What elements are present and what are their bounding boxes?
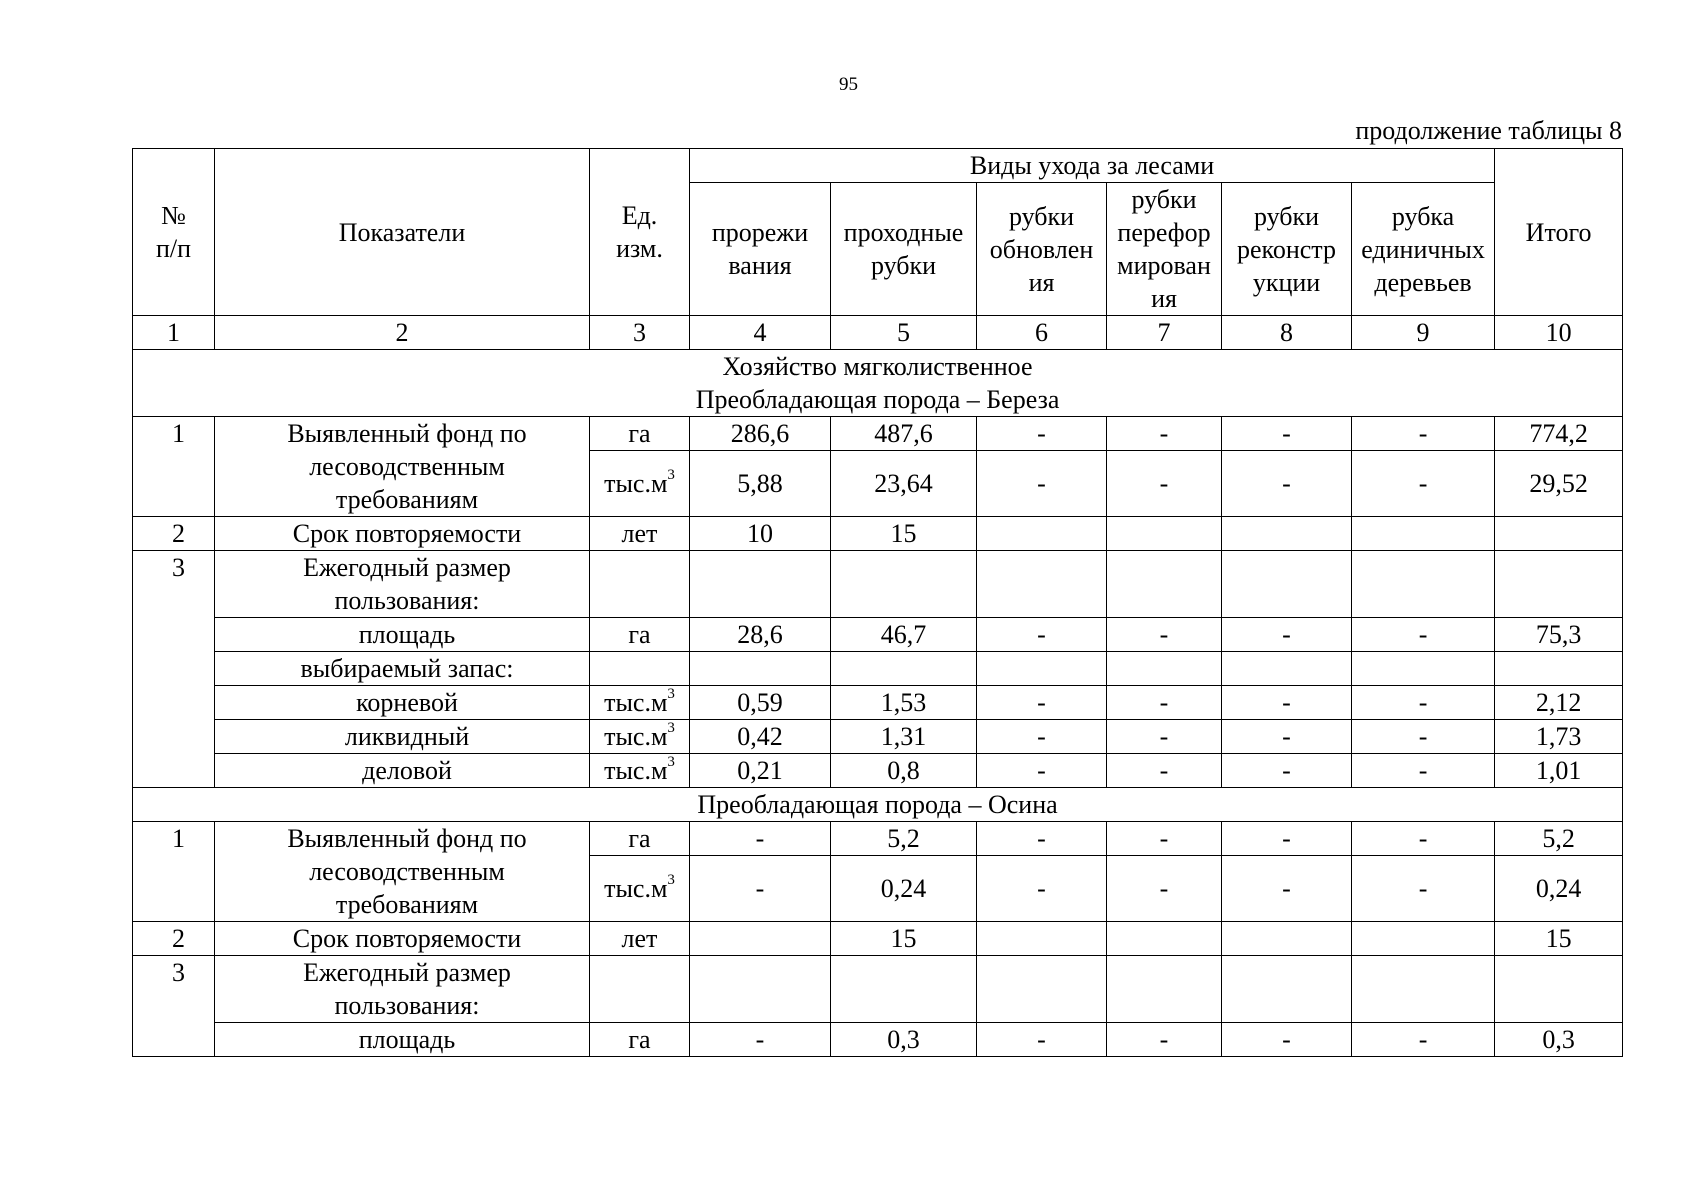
value-cell (690, 551, 831, 618)
total-cell: 75,3 (1495, 618, 1623, 652)
value-cell (1352, 922, 1495, 956)
row-label-fund (215, 417, 590, 517)
value-cell: 15 (831, 517, 977, 551)
value-cell (1352, 956, 1495, 1023)
unit-cell (590, 652, 690, 686)
row-label-line: требованиям (335, 890, 479, 919)
value-cell (1352, 517, 1495, 551)
unit-superscript: 3 (667, 872, 675, 889)
total-cell: 1,73 (1495, 720, 1623, 754)
unit-cell: лет (590, 517, 690, 551)
value-cell: - (977, 720, 1107, 754)
row-label-annual (215, 551, 590, 618)
total-cell: 0,24 (1495, 856, 1623, 922)
value-cell: - (1352, 822, 1495, 856)
value-cell: - (1222, 856, 1352, 922)
header-col-passing-line-2: рубки (870, 251, 937, 280)
header-col-passing-line-1: проходные (843, 218, 964, 247)
value-cell (977, 517, 1107, 551)
unit-cell: лет (590, 922, 690, 956)
header-col-reconstruction-line-1: рубки (1253, 201, 1320, 231)
index-cell: 1 (133, 316, 215, 350)
total-cell (1495, 517, 1623, 551)
value-cell: - (1222, 618, 1352, 652)
row-label-line: Ежегодный размер (303, 958, 511, 987)
unit-cell (590, 451, 690, 517)
value-cell (977, 551, 1107, 618)
header-col-reforming-line-4: ия (1151, 284, 1177, 313)
value-cell: - (977, 451, 1107, 517)
index-cell: 6 (977, 316, 1107, 350)
row-number: 3 (133, 551, 215, 788)
row-label-area: площадь (215, 1023, 590, 1057)
unit-text: тыс.м (604, 756, 668, 785)
table-row (133, 1023, 1623, 1057)
table-row (133, 517, 1623, 551)
value-cell: - (1222, 720, 1352, 754)
value-cell (831, 551, 977, 618)
value-cell: 487,6 (831, 417, 977, 451)
header-num-line-2: п/п (155, 234, 192, 263)
unit-cell (590, 686, 690, 720)
value-cell: 15 (831, 922, 977, 956)
row-number: 2 (133, 922, 215, 956)
row-label-annual (215, 956, 590, 1023)
table-row (133, 922, 1623, 956)
unit-cell: га (590, 618, 690, 652)
value-cell: 5,88 (690, 451, 831, 517)
index-cell: 9 (1352, 316, 1495, 350)
value-cell (831, 956, 977, 1023)
index-cell: 4 (690, 316, 831, 350)
value-cell: - (1107, 856, 1222, 922)
column-index-row (133, 316, 1623, 350)
index-cell: 7 (1107, 316, 1222, 350)
row-number: 1 (133, 417, 215, 517)
value-cell: - (977, 1023, 1107, 1057)
value-cell: - (1352, 618, 1495, 652)
total-cell (1495, 956, 1623, 1023)
value-cell: - (1107, 686, 1222, 720)
table-row (133, 754, 1623, 788)
value-cell (1222, 551, 1352, 618)
row-label-business: деловой (215, 754, 590, 788)
total-cell: 0,3 (1495, 1023, 1623, 1057)
row-label-area: площадь (215, 618, 590, 652)
header-col-reforming (1107, 183, 1222, 316)
value-cell: - (690, 1023, 831, 1057)
index-cell: 5 (831, 316, 977, 350)
header-unit (590, 149, 690, 316)
header-row-1 (133, 149, 1623, 183)
value-cell: - (977, 822, 1107, 856)
table-row (133, 720, 1623, 754)
value-cell: 0,8 (831, 754, 977, 788)
section-row-aspen (133, 788, 1623, 822)
header-col-single-trees-line-2: единичных (1361, 234, 1485, 264)
unit-cell: га (590, 417, 690, 451)
row-label-repeat: Срок повторяемости (215, 517, 590, 551)
value-cell: 286,6 (690, 417, 831, 451)
header-col-reconstruction-line-2: реконстр (1237, 234, 1336, 264)
value-cell: - (1107, 822, 1222, 856)
header-col-single-trees (1352, 183, 1495, 316)
row-label-root: корневой (215, 686, 590, 720)
header-col-renewal (977, 183, 1107, 316)
value-cell: 0,42 (690, 720, 831, 754)
header-col-single-trees-line-1: рубка (1391, 201, 1455, 231)
table-row (133, 686, 1623, 720)
header-col-thinning-line-1: прорежи (711, 218, 809, 247)
value-cell: 0,24 (831, 856, 977, 922)
row-label-line: пользования: (334, 991, 480, 1020)
header-col-passing (831, 183, 977, 316)
value-cell: - (1222, 686, 1352, 720)
header-unit-line-2: изм. (616, 234, 663, 263)
value-cell: - (1107, 754, 1222, 788)
value-cell (977, 652, 1107, 686)
row-label-stock: выбираемый запас: (215, 652, 590, 686)
table-row (133, 956, 1623, 1023)
unit-text: тыс.м (604, 722, 668, 751)
value-cell: 10 (690, 517, 831, 551)
unit-cell (590, 720, 690, 754)
section-birch-title: Преобладающая порода – Береза (695, 385, 1060, 414)
value-cell: - (1107, 618, 1222, 652)
header-col-renewal-line-1: рубки (1008, 201, 1075, 231)
row-label-line: Ежегодный размер (303, 553, 511, 582)
value-cell: 1,31 (831, 720, 977, 754)
value-cell: - (977, 856, 1107, 922)
unit-cell (590, 551, 690, 618)
value-cell: - (1352, 720, 1495, 754)
header-num-line-1: № (161, 201, 186, 230)
total-cell: 1,01 (1495, 754, 1623, 788)
header-unit-line-1: Ед. (621, 201, 658, 230)
value-cell (1222, 922, 1352, 956)
value-cell (1107, 517, 1222, 551)
header-col-reconstruction-line-3: укции (1252, 267, 1321, 297)
value-cell: 28,6 (690, 618, 831, 652)
unit-cell (590, 956, 690, 1023)
table-continuation-label: продолжение таблицы 8 (1355, 116, 1622, 145)
unit-cell: га (590, 1023, 690, 1057)
unit-superscript: 3 (667, 686, 675, 703)
row-label-liquid: ликвидный (215, 720, 590, 754)
value-cell (690, 922, 831, 956)
value-cell: - (1352, 417, 1495, 451)
header-col-thinning (690, 183, 831, 316)
value-cell: - (1107, 417, 1222, 451)
value-cell: - (1352, 856, 1495, 922)
section-aspen-title: Преобладающая порода – Осина (133, 788, 1623, 822)
value-cell: - (1352, 1023, 1495, 1057)
value-cell (1352, 551, 1495, 618)
value-cell: 1,53 (831, 686, 977, 720)
row-label-line: лесоводственным (309, 857, 505, 886)
unit-superscript: 3 (667, 467, 675, 484)
total-cell: 15 (1495, 922, 1623, 956)
total-cell: 774,2 (1495, 417, 1623, 451)
index-cell: 2 (215, 316, 590, 350)
unit-cell (590, 856, 690, 922)
index-cell: 10 (1495, 316, 1623, 350)
table-row (133, 822, 1623, 856)
value-cell: 5,2 (831, 822, 977, 856)
row-number: 1 (133, 822, 215, 922)
total-cell (1495, 652, 1623, 686)
value-cell: - (1222, 451, 1352, 517)
section-header-birch (133, 350, 1623, 417)
value-cell: - (1352, 451, 1495, 517)
value-cell (1352, 652, 1495, 686)
value-cell (1222, 517, 1352, 551)
value-cell: 0,3 (831, 1023, 977, 1057)
header-col-reforming-line-1: рубки (1131, 185, 1197, 214)
value-cell (690, 956, 831, 1023)
value-cell: 0,21 (690, 754, 831, 788)
index-cell: 8 (1222, 316, 1352, 350)
value-cell: 23,64 (831, 451, 977, 517)
value-cell (690, 652, 831, 686)
value-cell (977, 956, 1107, 1023)
header-col-reconstruction (1222, 183, 1352, 316)
unit-text: тыс.м (604, 874, 668, 903)
header-total: Итого (1495, 149, 1623, 316)
row-label-line: Выявленный фонд по (287, 824, 527, 853)
unit-superscript: 3 (667, 720, 675, 737)
value-cell: - (1352, 686, 1495, 720)
unit-superscript: 3 (667, 754, 675, 771)
value-cell (831, 652, 977, 686)
row-number: 2 (133, 517, 215, 551)
value-cell (1107, 922, 1222, 956)
value-cell: - (977, 417, 1107, 451)
value-cell: - (977, 618, 1107, 652)
value-cell: - (1222, 754, 1352, 788)
index-cell: 3 (590, 316, 690, 350)
unit-text: тыс.м (604, 469, 668, 498)
total-cell (1495, 551, 1623, 618)
header-col-reforming-line-3: мирован (1117, 251, 1211, 280)
forest-care-table (132, 148, 1623, 1057)
row-label-line: Выявленный фонд по (287, 419, 527, 448)
value-cell: - (1107, 1023, 1222, 1057)
row-number: 3 (133, 956, 215, 1057)
header-col-renewal-line-3: ия (1028, 267, 1055, 297)
unit-text: тыс.м (604, 688, 668, 717)
header-num (133, 149, 215, 316)
value-cell (1107, 956, 1222, 1023)
value-cell: - (977, 754, 1107, 788)
table-row (133, 618, 1623, 652)
header-col-reforming-line-2: перефор (1117, 218, 1211, 247)
value-cell: - (1107, 451, 1222, 517)
value-cell (977, 922, 1107, 956)
row-label-line: лесоводственным (309, 452, 505, 481)
table-row (133, 417, 1623, 451)
header-indicators: Показатели (215, 149, 590, 316)
row-label-fund (215, 822, 590, 922)
header-col-renewal-line-2: обновлен (989, 234, 1094, 264)
unit-cell (590, 754, 690, 788)
value-cell (1107, 551, 1222, 618)
value-cell: - (690, 822, 831, 856)
value-cell: 0,59 (690, 686, 831, 720)
section-farm-title: Хозяйство мягколиственное (722, 352, 1033, 381)
table-row (133, 652, 1623, 686)
header-col-thinning-line-2: вания (728, 251, 792, 280)
total-cell: 29,52 (1495, 451, 1623, 517)
value-cell: - (1222, 417, 1352, 451)
value-cell: - (1222, 822, 1352, 856)
value-cell (1107, 652, 1222, 686)
value-cell: - (977, 686, 1107, 720)
table-row (133, 551, 1623, 618)
value-cell (1222, 956, 1352, 1023)
row-label-repeat: Срок повторяемости (215, 922, 590, 956)
value-cell: - (1352, 754, 1495, 788)
page-number: 95 (839, 74, 858, 95)
header-care-types: Виды ухода за лесами (690, 149, 1495, 183)
header-col-single-trees-line-3: деревьев (1374, 267, 1472, 297)
value-cell: - (1222, 1023, 1352, 1057)
value-cell: - (1107, 720, 1222, 754)
unit-cell: га (590, 822, 690, 856)
row-label-line: пользования: (334, 586, 480, 615)
value-cell (1222, 652, 1352, 686)
total-cell: 5,2 (1495, 822, 1623, 856)
value-cell: - (690, 856, 831, 922)
section-row-birch (133, 350, 1623, 417)
row-label-line: требованиям (335, 485, 479, 514)
total-cell: 2,12 (1495, 686, 1623, 720)
value-cell: 46,7 (831, 618, 977, 652)
